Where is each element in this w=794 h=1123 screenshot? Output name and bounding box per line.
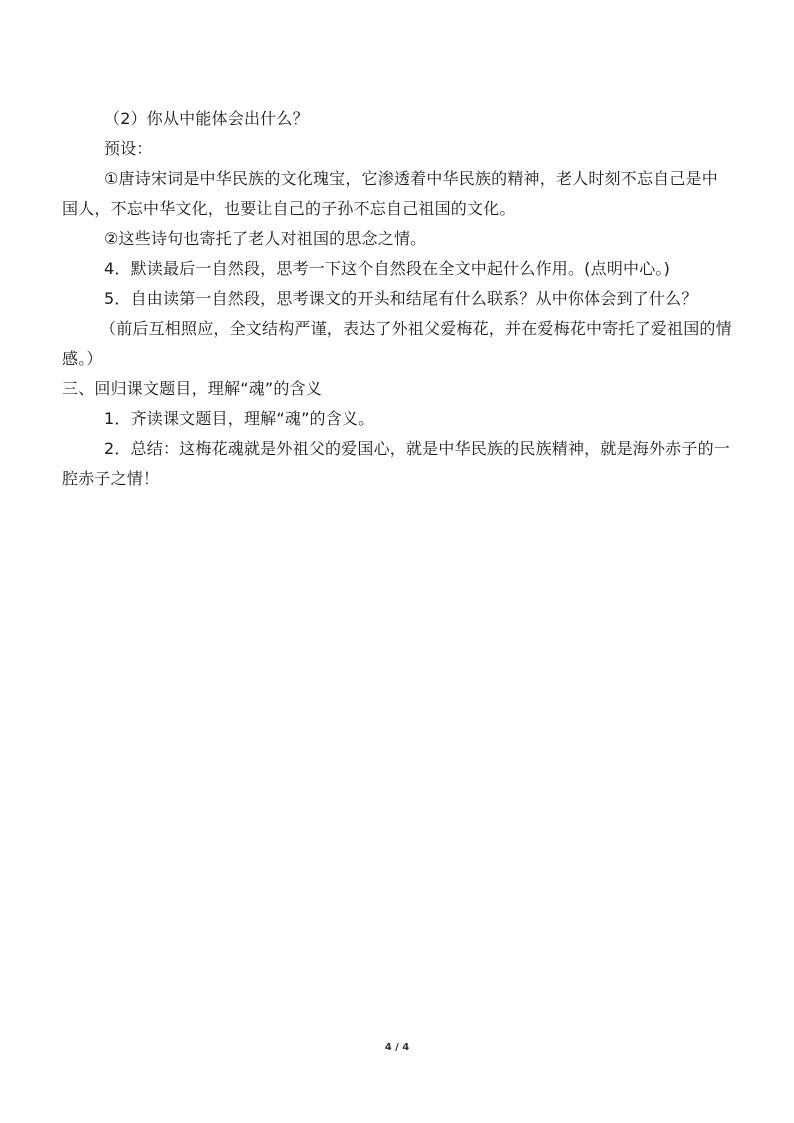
- preset-label: 预设：: [104, 139, 153, 158]
- item-5: 5．自由读第一自然段，思考课文的开头和结尾有什么联系？从中你体会到了什么？: [104, 289, 698, 308]
- item-4: 4．默读最后一自然段，思考一下这个自然段在全文中起什么作用。(点明中心。): [104, 259, 671, 278]
- preset-answer-2: ②这些诗句也寄托了老人对祖国的思念之情。: [104, 229, 427, 248]
- preset-answer-1: ①唐诗宋词是中华民族的文化瑰宝，它渗透着中华民族的精神，老人时刻不忘自己是中国人，不忘中华文化，也要让自己的子孙不忘自己祖国的文化。: [62, 169, 718, 218]
- question-2: （2）你从中能体会出什么？: [104, 109, 309, 128]
- document-body: [62, 104, 734, 494]
- page-number: 4 / 4: [384, 1042, 410, 1053]
- item-5-answer: （前后互相照应，全文结构严谨，表达了外祖父爱梅花，并在爱梅花中寄托了爱祖国的情感。）: [62, 319, 732, 368]
- section-3-item-1: 1．齐读课文题目，理解“魂”的含义。: [104, 409, 375, 428]
- section-3-heading: 三、回归课文题目，理解“魂”的含义: [62, 379, 322, 398]
- section-3-item-2: 2．总结：这梅花魂就是外祖父的爱国心，就是中华民族的民族精神，就是海外赤子的一腔赤子之情！: [62, 439, 730, 488]
